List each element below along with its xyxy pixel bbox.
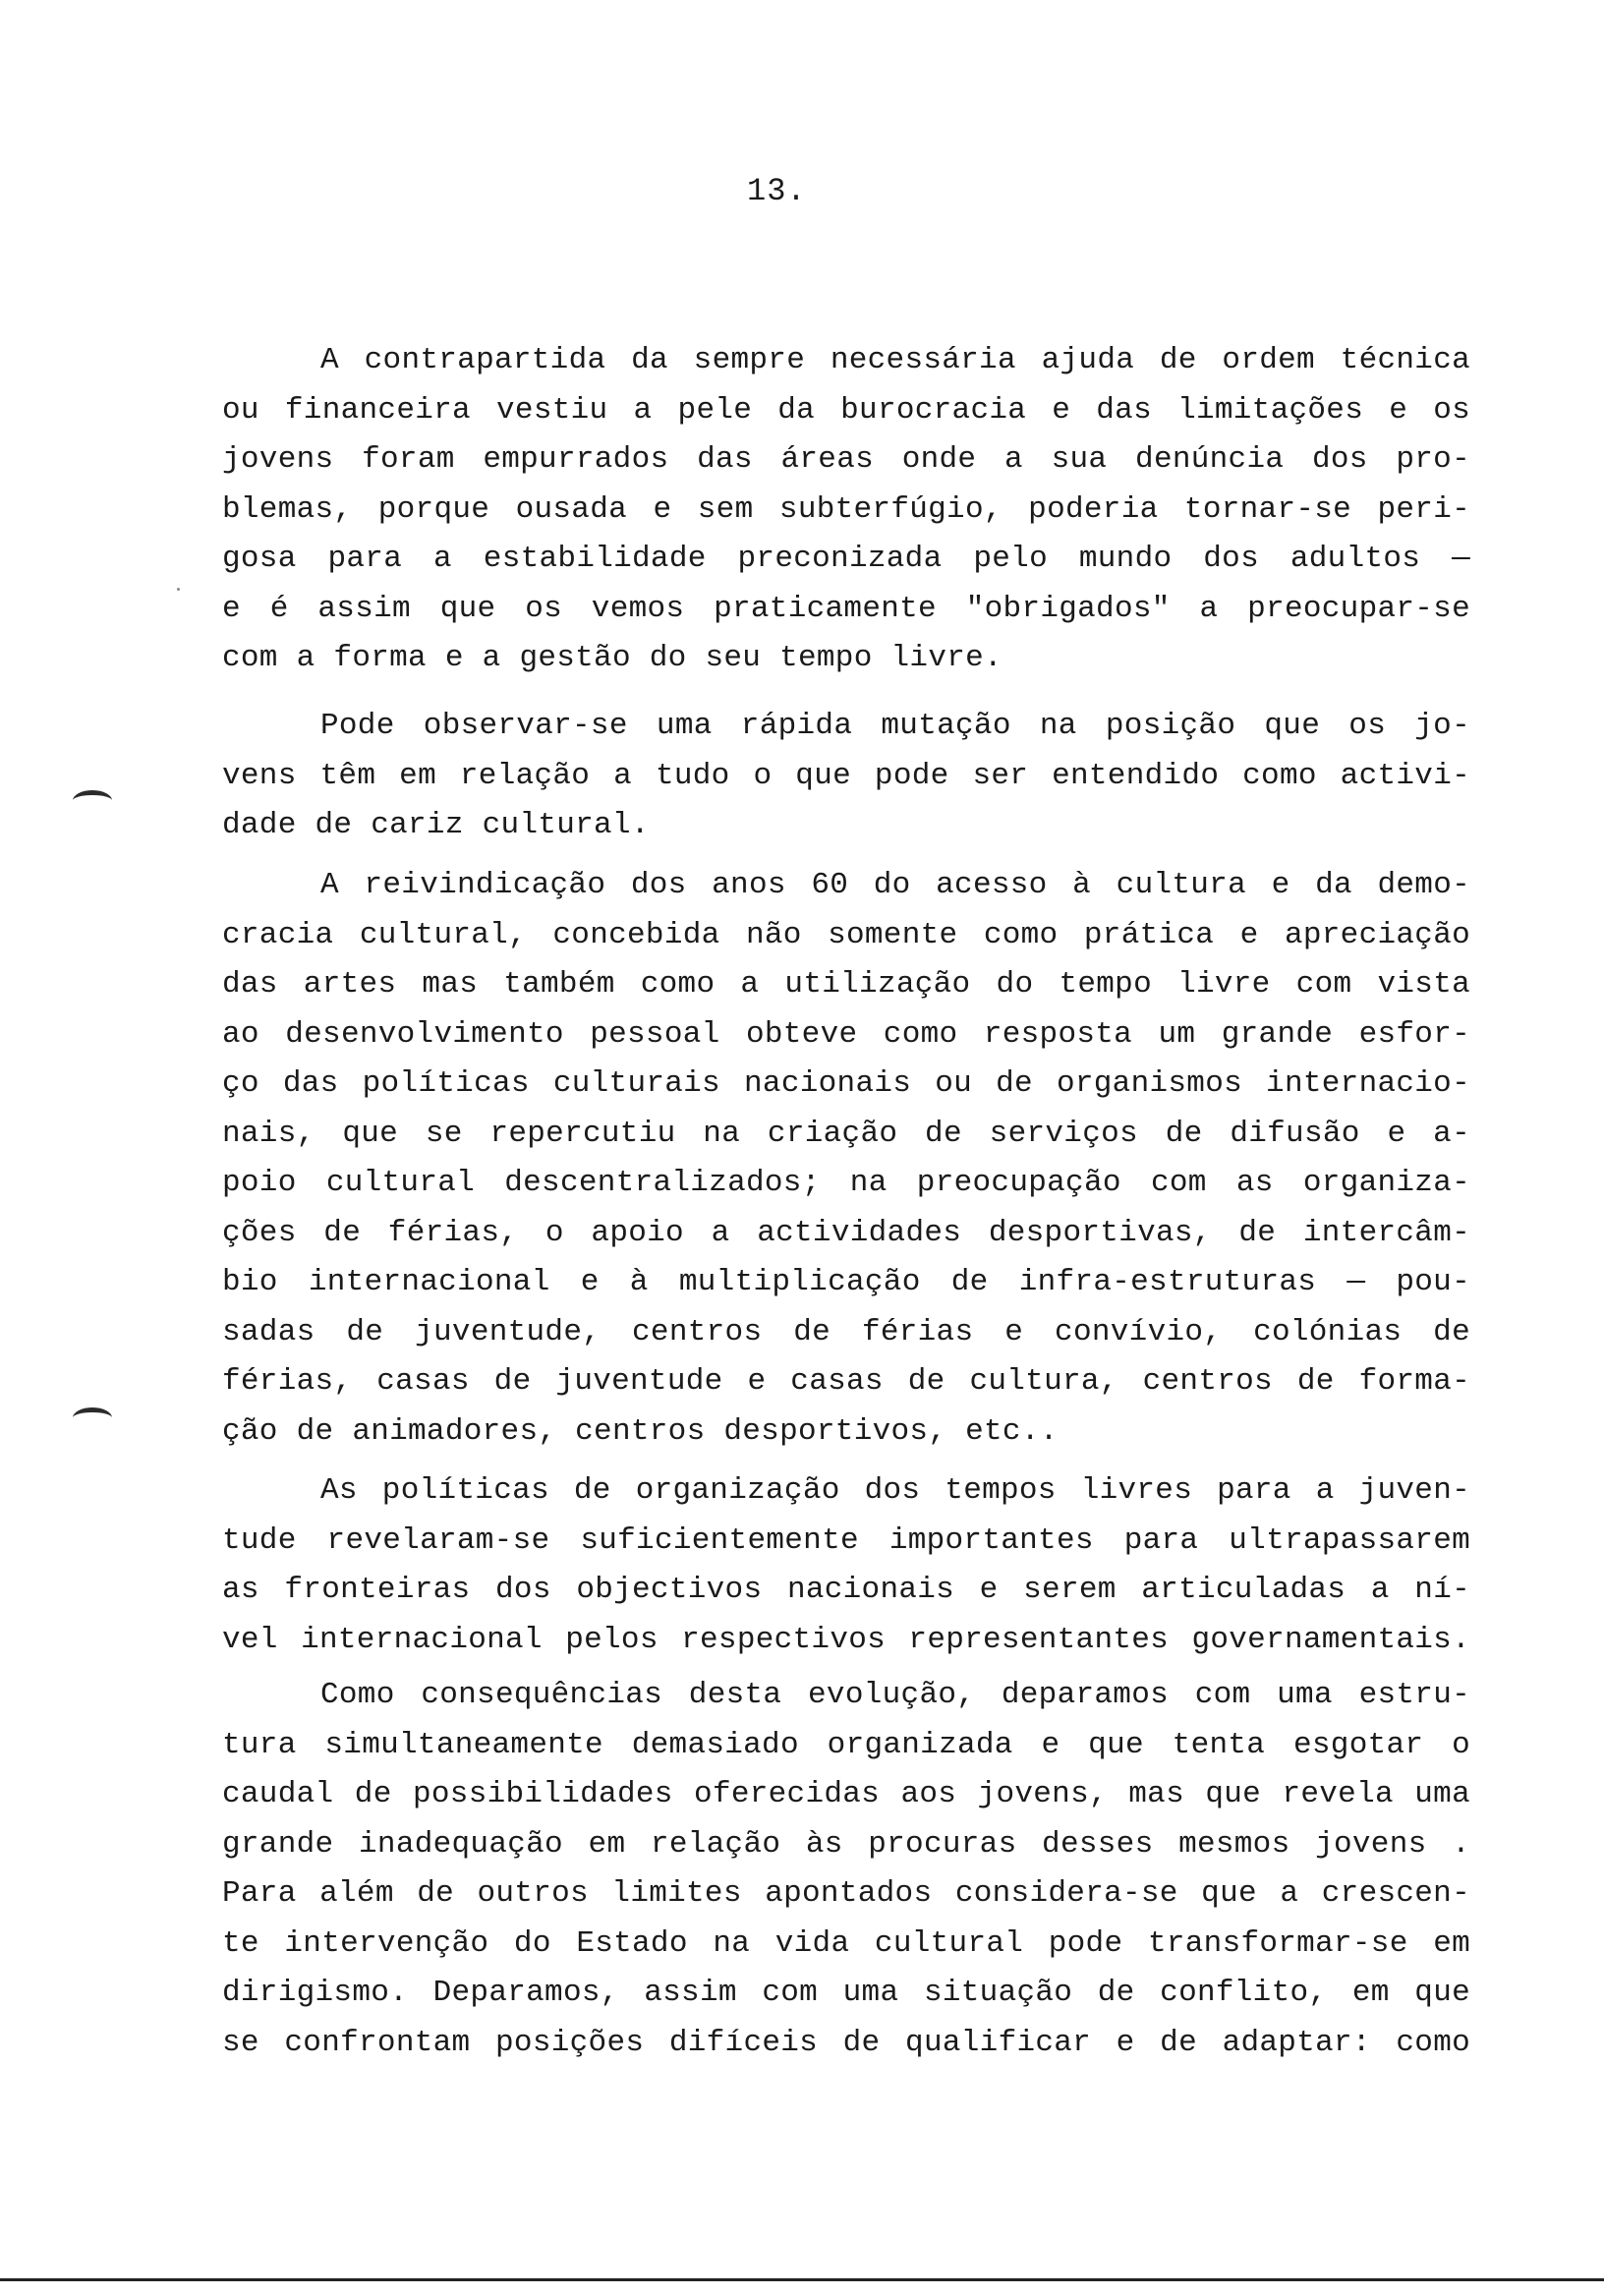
paragraph-4 (222, 1466, 1470, 1665)
text-line: jovens foram empurrados das áreas onde a sua denúncia dos pro- (222, 442, 1470, 477)
text-line: das artes mas também como a utilização do tempo livre com vista (222, 967, 1470, 1002)
text-line: grande inadequação em relação às procuras desses mesmos jovens . (222, 1826, 1470, 1862)
paragraph-5 (222, 1671, 1470, 2068)
text-line: com a forma e a gestão do seu tempo livre. (222, 641, 1002, 675)
text-line: As políticas de organização dos tempos livres para a juven- (320, 1473, 1470, 1508)
text-line: vens têm em relação a tudo o que pode ser entendido como activi- (222, 758, 1470, 793)
text-line: dade de cariz cultural. (222, 808, 650, 842)
text-line: as fronteiras dos objectivos nacionais e serem articuladas a ní- (222, 1573, 1470, 1607)
scan-speck (177, 588, 180, 591)
text-line: A reivindicação dos anos 60 do acesso à cultura e da demo- (320, 868, 1470, 902)
paragraph-1 (222, 336, 1470, 684)
text-line: tude revelaram-se suficientemente importantes para ultrapassarem (222, 1522, 1470, 1558)
text-line: blemas, porque ousada e sem subterfúgio, poderia tornar-se peri- (222, 491, 1470, 527)
text-line: caudal de possibilidades oferecidas aos jovens, mas que revela uma (222, 1777, 1470, 1811)
text-line: bio internacional e à multiplicação de infra-estruturas — pou- (222, 1265, 1470, 1299)
text-line: cracia cultural, concebida não somente como prática e apreciação (222, 917, 1470, 952)
text-line: ções de férias, o apoio a actividades desportivas, de intercâm- (222, 1215, 1470, 1250)
text-line: férias, casas de juventude e casas de cultura, centros de forma- (222, 1364, 1470, 1399)
paragraph-2 (222, 702, 1470, 851)
text-line: vel internacional pelos respectivos representantes governamentais. (222, 1622, 1470, 1657)
text-line: nais, que se repercutiu na criação de serviços de difusão e a- (222, 1116, 1470, 1151)
text-line: tura simultaneamente demasiado organizada e que tenta esgotar o (222, 1727, 1470, 1762)
text-line: te intervenção do Estado na vida cultural pode transformar-se em (222, 1925, 1470, 1961)
text-line: se confrontam posições difíceis de qualificar e de adaptar: como (222, 2025, 1470, 2060)
margin-annotation-mark (73, 1407, 112, 1428)
footer-rule (0, 2278, 1604, 2281)
margin-annotation-mark (73, 790, 112, 811)
text-line: A contrapartida da sempre necessária ajuda de ordem técnica (320, 343, 1470, 377)
text-line: Pode observar-se uma rápida mutação na posição que os jo- (320, 709, 1470, 743)
text-line: e é assim que os vemos praticamente "obrigados" a preocupar-se (222, 591, 1470, 626)
text-line: ou financeira vestiu a pele da burocracia e das limitações e os (222, 392, 1470, 428)
text-line: dirigismo. Deparamos, assim com uma situação de conflito, em que (222, 1976, 1470, 2010)
text-line: ção de animadores, centros desportivos, etc.. (222, 1413, 1059, 1449)
page-number: 13. (747, 173, 807, 209)
text-line: ço das políticas culturais nacionais ou de organismos internacio- (222, 1066, 1470, 1101)
text-line: sadas de juventude, centros de férias e convívio, colónias de (222, 1314, 1470, 1349)
text-line: ao desenvolvimento pessoal obteve como resposta um grande esfor- (222, 1016, 1470, 1052)
text-line: Para além de outros limites apontados considera-se que a crescen- (222, 1876, 1470, 1911)
text-line: poio cultural descentralizados; na preocupação com as organiza- (222, 1166, 1470, 1200)
paragraph-3 (222, 861, 1470, 1457)
text-line: gosa para a estabilidade preconizada pelo mundo dos adultos — (222, 542, 1470, 576)
text-line: Como consequências desta evolução, deparamos com uma estru- (320, 1678, 1470, 1712)
